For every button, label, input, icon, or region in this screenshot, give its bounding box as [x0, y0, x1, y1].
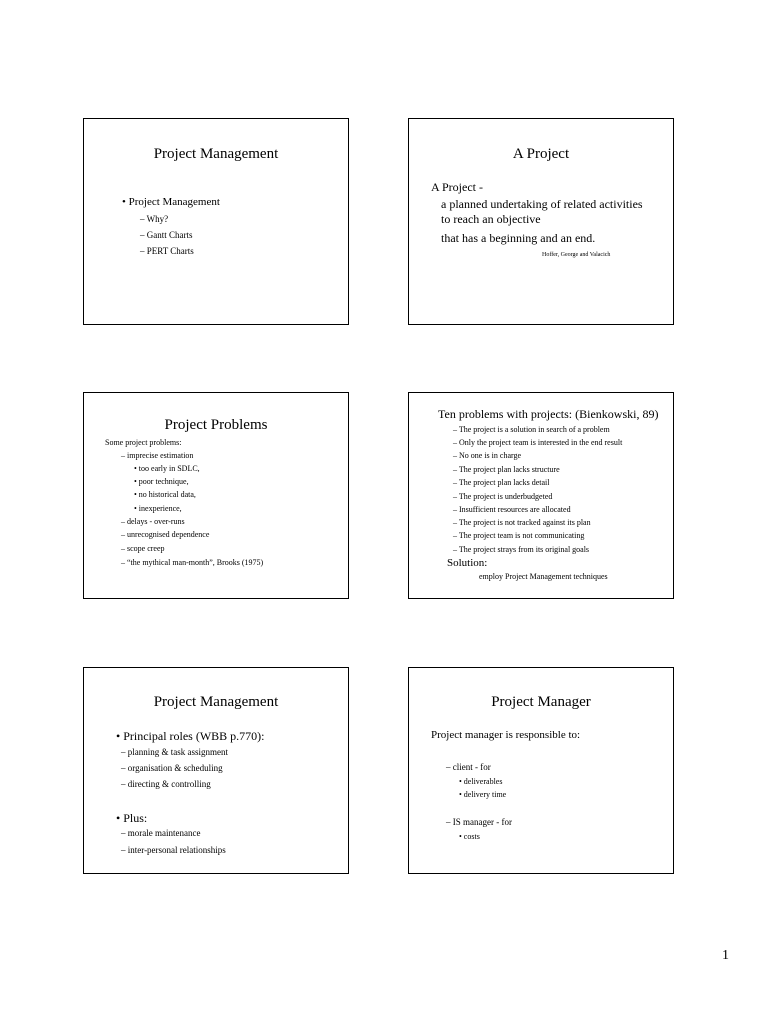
problem-item: – The project strays from its original goals: [453, 545, 590, 554]
slide-ten-problems: [408, 392, 674, 599]
list-item: – scope creep: [121, 544, 165, 553]
sub-item: – PERT Charts: [140, 246, 194, 256]
sub-item: – organisation & scheduling: [121, 763, 223, 773]
sub-item: – directing & controlling: [121, 779, 211, 789]
problem-item: – Only the project team is interested in the end result: [453, 438, 623, 447]
solution-label: Solution:: [447, 557, 488, 569]
slide-project-management-roles: [83, 667, 349, 874]
sub-item: – planning & task assignment: [121, 747, 228, 757]
sub-item: – morale maintenance: [121, 828, 201, 838]
responsibility: – client - for: [446, 762, 491, 772]
slide-title: Ten problems with projects: (Bienkowski, 89): [438, 407, 659, 421]
problem-item: – Insufficient resources are allocated: [453, 505, 571, 514]
slide-project-problems: [83, 392, 349, 599]
list-item: – imprecise estimation: [121, 451, 194, 460]
slide-title: Project Management: [153, 694, 279, 710]
problem-item: – The project is not tracked against its plan: [453, 518, 591, 527]
responsibility-item: • costs: [459, 832, 480, 841]
sub-item: – inter-personal relationships: [121, 845, 226, 855]
slide-title: Project Management: [153, 146, 279, 162]
list-subitem: • poor technique,: [134, 477, 189, 486]
problem-item: – The project plan lacks structure: [453, 465, 560, 474]
problem-item: – The project team is not communicating: [453, 531, 585, 540]
slide-project-management-overview: [83, 118, 349, 325]
responsibility-item: • delivery time: [459, 790, 507, 799]
bullet: • Plus:: [116, 811, 148, 825]
definition-line: a planned undertaking of related activities: [441, 197, 643, 211]
sub-item: – Gantt Charts: [140, 230, 193, 240]
problem-item: – The project plan lacks detail: [453, 478, 550, 487]
list-item: – delays - over-runs: [121, 517, 185, 526]
problem-item: – No one is in charge: [453, 451, 522, 460]
definition-line: to reach an objective: [441, 212, 541, 226]
page-number: 1: [722, 948, 729, 963]
list-item: – unrecognised dependence: [121, 530, 210, 539]
citation: Hoffer, George and Valacich: [542, 252, 611, 258]
slide-title: A Project: [512, 146, 570, 162]
problem-item: – The project is a solution in search of a problem: [453, 425, 610, 434]
responsibility: – IS manager - for: [446, 817, 512, 827]
list-item: – “the mythical man-month”, Brooks (1975): [121, 558, 264, 567]
slide-title: Project Problems: [164, 417, 268, 433]
sub-item: – Why?: [140, 214, 169, 224]
responsibility-item: • deliverables: [459, 777, 503, 786]
list-subitem: • no historical data,: [134, 490, 196, 499]
definition-line: A Project -: [431, 180, 483, 194]
intro-text: Project manager is responsible to:: [431, 729, 581, 741]
slide-title: Project Manager: [491, 694, 591, 710]
bullet: • Principal roles (WBB p.770):: [116, 729, 265, 743]
problem-item: – The project is underbudgeted: [453, 492, 553, 501]
bullet: • Project Management: [122, 196, 220, 208]
solution-text: employ Project Management techniques: [479, 572, 608, 581]
list-subitem: • too early in SDLC,: [134, 464, 200, 473]
slide-project-manager: [408, 667, 674, 874]
definition-line: that has a beginning and an end.: [441, 231, 596, 245]
intro-text: Some project problems:: [105, 438, 182, 447]
slide-a-project: [408, 118, 674, 325]
list-subitem: • inexperience,: [134, 504, 182, 513]
